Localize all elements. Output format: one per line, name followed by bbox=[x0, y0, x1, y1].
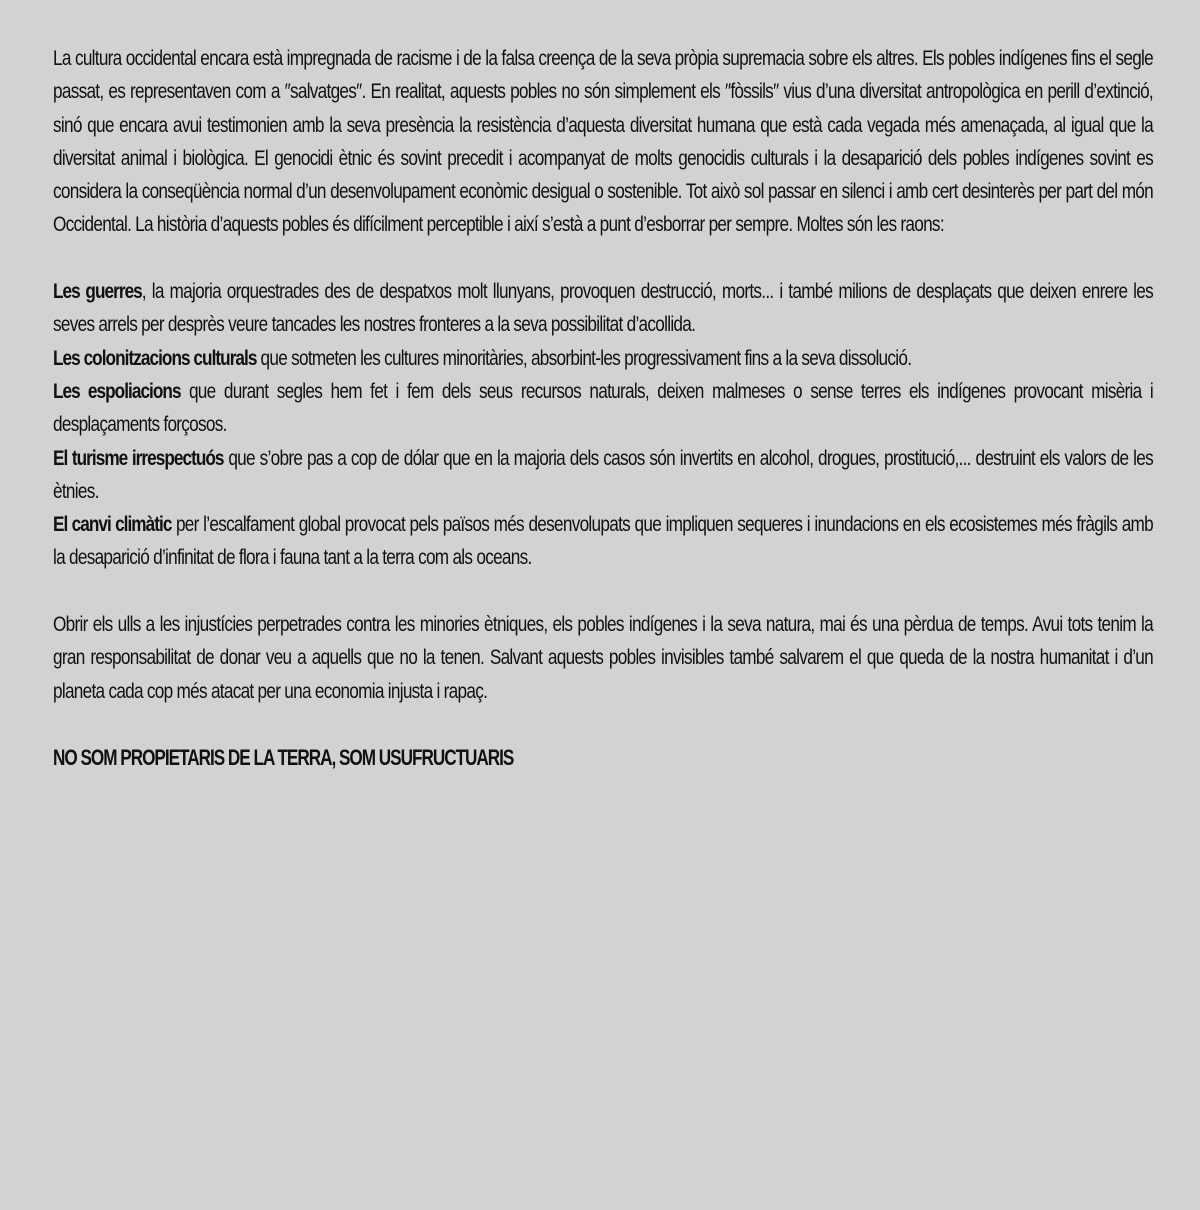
cause-text: , la majoria orquestrades des de despatxos molt llunyans, provoquen destrucció, morts... i també milions de desplaçats que deixen enrere les seves arrels per desprès veure tancades les nostres fronteres a la seva possibilitat d’acollida. bbox=[53, 279, 1154, 337]
cause-item-climate-change bbox=[53, 508, 1153, 575]
cause-item-cultural-colonization bbox=[53, 342, 1153, 375]
cause-text: que s’obre pas a cop de dólar que en la majoria dels casos són invertits en alcohol, drogues, prostitució,... destruint els valors de les ètnies. bbox=[53, 445, 1154, 503]
cause-text: que sotmeten les cultures minoritàries, absorbint-les progressivament fins a la seva dissolució. bbox=[256, 345, 912, 370]
cause-item-tourism bbox=[53, 442, 1153, 509]
cause-term: Les colonitzacions culturals bbox=[53, 345, 257, 370]
cause-item-spoliation bbox=[53, 375, 1153, 442]
paragraph-spacer bbox=[53, 575, 1153, 608]
paragraph-spacer bbox=[53, 242, 1153, 275]
cause-text: que durant segles hem fet i fem dels seus recursos naturals, deixen malmeses o sense terres els indígenes provocant misèria i desplaçaments forçosos. bbox=[53, 378, 1153, 437]
cause-term: Les guerres bbox=[53, 279, 142, 304]
paragraph-spacer bbox=[53, 708, 1153, 741]
cause-term: El turisme irrespectuós bbox=[53, 445, 224, 470]
document-body bbox=[53, 42, 1153, 774]
motto-heading: NO SOM PROPIETARIS DE LA TERRA, SOM USUFRUCTUARIS bbox=[53, 745, 514, 771]
cause-term: Les espoliacions bbox=[53, 378, 181, 403]
cause-text: per l’escalfament global provocat pels països més desenvolupats que impliquen sequeres i inundacions en els ecosistemes més fràgils amb la desaparició d’infinitat de flora i fauna tant a la terra com als oceans. bbox=[53, 512, 1153, 570]
cause-term: El canvi climàtic bbox=[53, 512, 172, 537]
cause-item-wars bbox=[53, 275, 1153, 342]
intro-paragraph: La cultura occidental encara està impregnada de racisme i de la falsa creença de la seva pròpia supremacia sobre els altres. Els pobles indígenes fins el segle passat, es representaven com a ″salvatges″. En realitat, aquests pobles no són simplement els ″fòssils″ vius d’una diversitat antropològica en perill d’extinció, sinó que encara avui testimonien amb la seva presència la resistència d’aquesta diversitat humana que està cada vegada més amenaçada, al igual que la diversitat animal i biològica. El genocidi ètnic és sovint precedit i acompanyat de molts genocidis culturals i la desaparició dels pobles indígenes sovint es considera la conseqüència normal d’un desenvolupament econòmic desigual o sostenible. Tot això sol passar en silenci i amb cert desinterès per part del món Occidental. La història d’aquests pobles és difícilment perceptible i així s’està a punt d’esborrar per sempre. Moltes són les raons: bbox=[53, 46, 1153, 237]
causes-list bbox=[53, 275, 1153, 575]
closing-paragraph: Obrir els ulls a les injustícies perpetrades contra les minories ètniques, els pobles indígenes i la seva natura, mai és una pèrdua de temps. Avui tots tenim la gran responsabilitat de donar veu a aquells que no la tenen. Salvant aquests pobles invisibles també salvarem el que queda de la nostra humanitat i d’un planeta cada cop més atacat per una economia injusta i rapaç. bbox=[53, 612, 1153, 703]
